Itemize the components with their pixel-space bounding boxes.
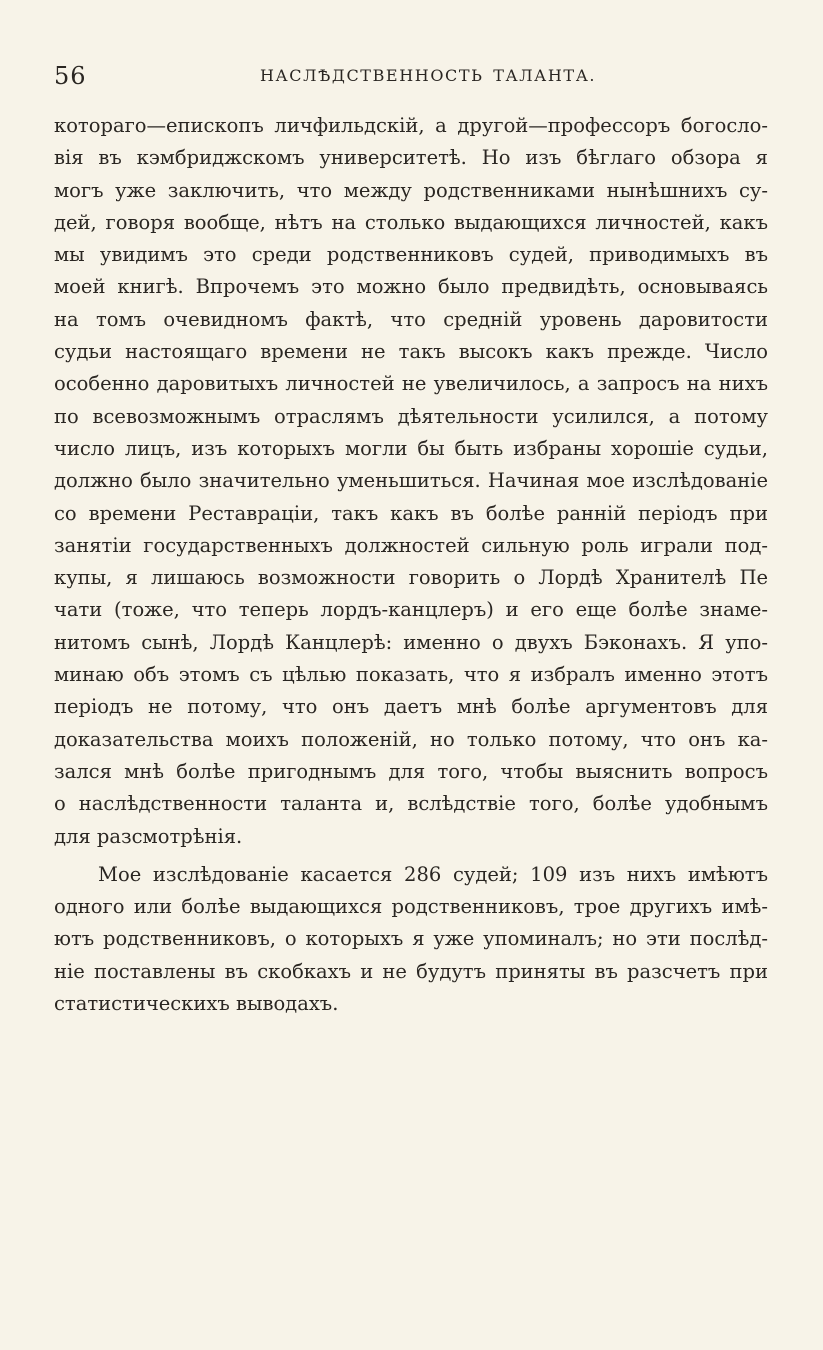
text-line: дей, говоря вообще, нѣтъ на столько выдающихся личностей, какъ: [54, 210, 768, 234]
text-line: статистическихъ выводахъ.: [54, 992, 339, 1016]
text-line: на томъ очевидномъ фактѣ, что средній уровень даровитости: [54, 307, 768, 331]
text-line: купы, я лишаюсь возможности говорить о Лордѣ Хранителѣ Пе: [54, 566, 768, 590]
text-line: со времени Реставраціи, такъ какъ въ болѣе раннiй періодъ при: [54, 501, 768, 525]
text-line: могъ уже заключить, что между родственниками нынѣшнихъ су-: [54, 178, 768, 202]
text-line: минаю объ этомъ съ цѣлью показать, что я избралъ именно этотъ: [54, 663, 768, 687]
text-line: занятіи государственныхъ должностей сильную роль играли под-: [54, 533, 768, 557]
text-line: число лицъ, изъ которыхъ могли бы быть избраны хорошіе судьи,: [54, 436, 768, 460]
text-line: вія въ кэмбриджскомъ университетѣ. Но изъ бѣглаго обзора я: [54, 146, 768, 170]
text-line: зался мнѣ болѣе пригоднымъ для того, чтобы выяснить вопросъ: [54, 759, 768, 783]
running-title: НАСЛѢДСТВЕННОСТЬ ТАЛАНТА.: [260, 66, 597, 85]
text-line: одного или болѣе выдающихся родственниковъ, трое другихъ имѣ-: [54, 895, 768, 919]
text-line: по всевозможнымъ отраслямъ дѣятельности усилился, а потому: [54, 404, 768, 428]
text-line: особенно даровитыхъ личностей не увеличилось, а запросъ на нихъ: [54, 372, 768, 396]
paragraph-1: [54, 110, 768, 853]
text-line: періодъ не потому, что онъ даетъ мнѣ болѣе аргументовъ для: [54, 695, 768, 719]
text-line: для разсмотрѣнія.: [54, 824, 243, 848]
text-line: нитомъ сынѣ, Лордѣ Канцлерѣ: именно о двухъ Бэконахъ. Я упо-: [54, 630, 768, 654]
text-line: котораго—епископъ личфильдскій, а другой—профессоръ богосло-: [54, 114, 768, 137]
text-line: чати (тоже, что теперь лордъ-канцлеръ) и его еще болѣе знаме-: [54, 598, 768, 622]
text-line: судьи настоящаго времени не такъ высокъ какъ прежде. Число: [54, 340, 768, 364]
text-line: должно было значительно уменьшиться. Начиная мое изслѣдованіе: [54, 469, 768, 493]
text-line: ютъ родственниковъ, о которыхъ я уже упоминалъ; но эти послѣд-: [54, 927, 768, 951]
text-line: мы увидимъ это среди родственниковъ судей, приводимыхъ въ: [54, 243, 768, 267]
page-number: 56: [54, 62, 87, 90]
text-line: ніе поставлены въ скобкахъ и не будутъ приняты въ разсчетъ при: [54, 959, 768, 983]
body-text: [54, 110, 768, 1020]
text-line: моей книгѣ. Впрочемъ это можно было предвидѣть, основываясь: [54, 275, 768, 299]
running-header: [54, 62, 768, 96]
text-line: о наслѣдственности таланта и, вслѣдствіе того, болѣе удобнымъ: [54, 792, 768, 816]
text-line: доказательства моихъ положеній, но только потому, что онъ ка-: [54, 727, 768, 751]
paragraph-2: [54, 859, 768, 1020]
text-line: Мое изслѣдованіе касается 286 судей; 109 изъ нихъ имѣютъ: [98, 862, 768, 886]
